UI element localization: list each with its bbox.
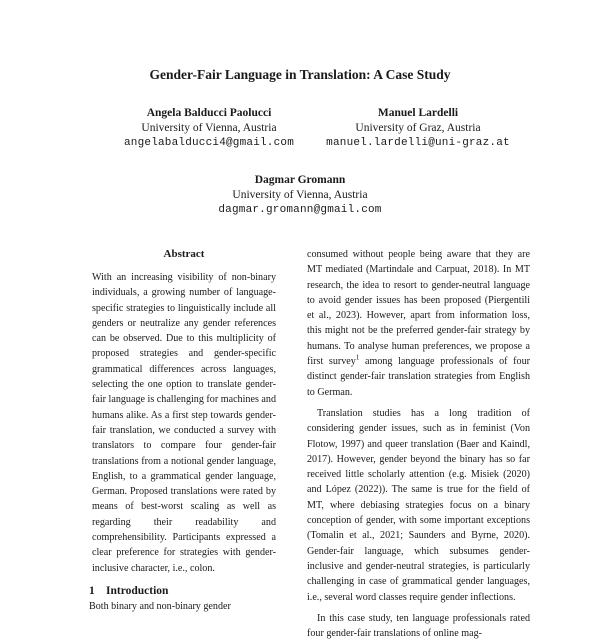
footnote-marker: 1: [355, 353, 360, 362]
intro-paragraph-1: [307, 247, 530, 400]
section-title: Introduction: [106, 584, 169, 597]
abstract-text-block: [89, 270, 279, 576]
author-1-affiliation: University of Vienna, Austria: [141, 122, 277, 134]
left-column: [89, 247, 279, 614]
intro-first-line: Both binary and non-binary gender: [89, 600, 231, 612]
right-column: [307, 247, 530, 641]
author-2: [318, 106, 518, 151]
paper-title: Gender-Fair Language in Translation: A Case Study: [149, 67, 451, 82]
author-1: [118, 106, 300, 151]
intro-paragraph-2: Translation studies has a long tradition of considering gender issues, such as in feminist (Von Flotow, 1997) and queer translation (Baer and Kaindl, 2017). However, gender beyond the binary has so far received little scholarly attention (e.g. Misiek (2020) and López (2022)). The same is true for the field of MT, where debiasing strategies focus on a binary conception of gender, with some important exceptions (Tomalin et al., 2021; Saunders and Byrne, 2020). Gender-fair language, which subsumes gender-inclusive and gender-neutral strategies, is particularly challenging in case of grammatical gender languages, i.e., several word classes require gender inflections.: [307, 407, 530, 603]
author-3: [200, 173, 400, 218]
author-1-email: angelabalducci4@gmail.com: [123, 137, 295, 149]
author-1-name: Angela Balducci Paolucci: [146, 107, 272, 119]
intro-paragraph-1-text: consumed without people being aware that they are MT mediated (Martindale and Carpuat, 2018). In MT research, the idea to resort to gender-neutral language to avoid gender issues has been proposed (Piergentili et al., 2023). However, apart from information loss, this might not be the preferred gender-fair strategy by humans. To analyse human preferences, we propose a first survey: [307, 249, 530, 368]
section-number: 1: [89, 584, 95, 597]
abstract-heading: Abstract: [163, 248, 205, 260]
author-2-email: manuel.lardelli@uni-graz.at: [326, 137, 510, 149]
intro-paragraph-3: In this case study, ten language professionals rated four gender-fair translations of online mag-: [307, 612, 530, 640]
abstract-text: With an increasing visibility of non-binary individuals, a growing number of language-specific strategies to linguistically include all genders or neutralize any gender references can be observed. Due to this multiplicity of proposed strategies and gender-specific grammatical differences across languages, selecting the one option to translate gender-fair language is challenging for machines and humans alike. As a first step towards gender-fair translation, we conducted a survey with translators to compare four gender-fair translations from a notional gender language, English, to a grammatical gender language, German. Proposed translations were rated by means of best-worst scaling as well as regarding their readability and comprehensibility. Participants expressed a clear preference for strategies with gender-inclusive character, i.e., colon.: [92, 272, 276, 574]
intro-paragraph-1-continuation: among language professionals of four distinct gender-fair translation strategies from English to German.: [307, 356, 530, 398]
author-3-name: Dagmar Gromann: [254, 174, 346, 186]
section-heading: [89, 584, 279, 599]
author-2-name: Manuel Lardelli: [377, 107, 459, 119]
author-2-affiliation: University of Graz, Austria: [355, 122, 481, 134]
author-3-affiliation: University of Vienna, Austria: [232, 189, 368, 201]
author-3-email: dagmar.gromann@gmail.com: [218, 204, 382, 216]
